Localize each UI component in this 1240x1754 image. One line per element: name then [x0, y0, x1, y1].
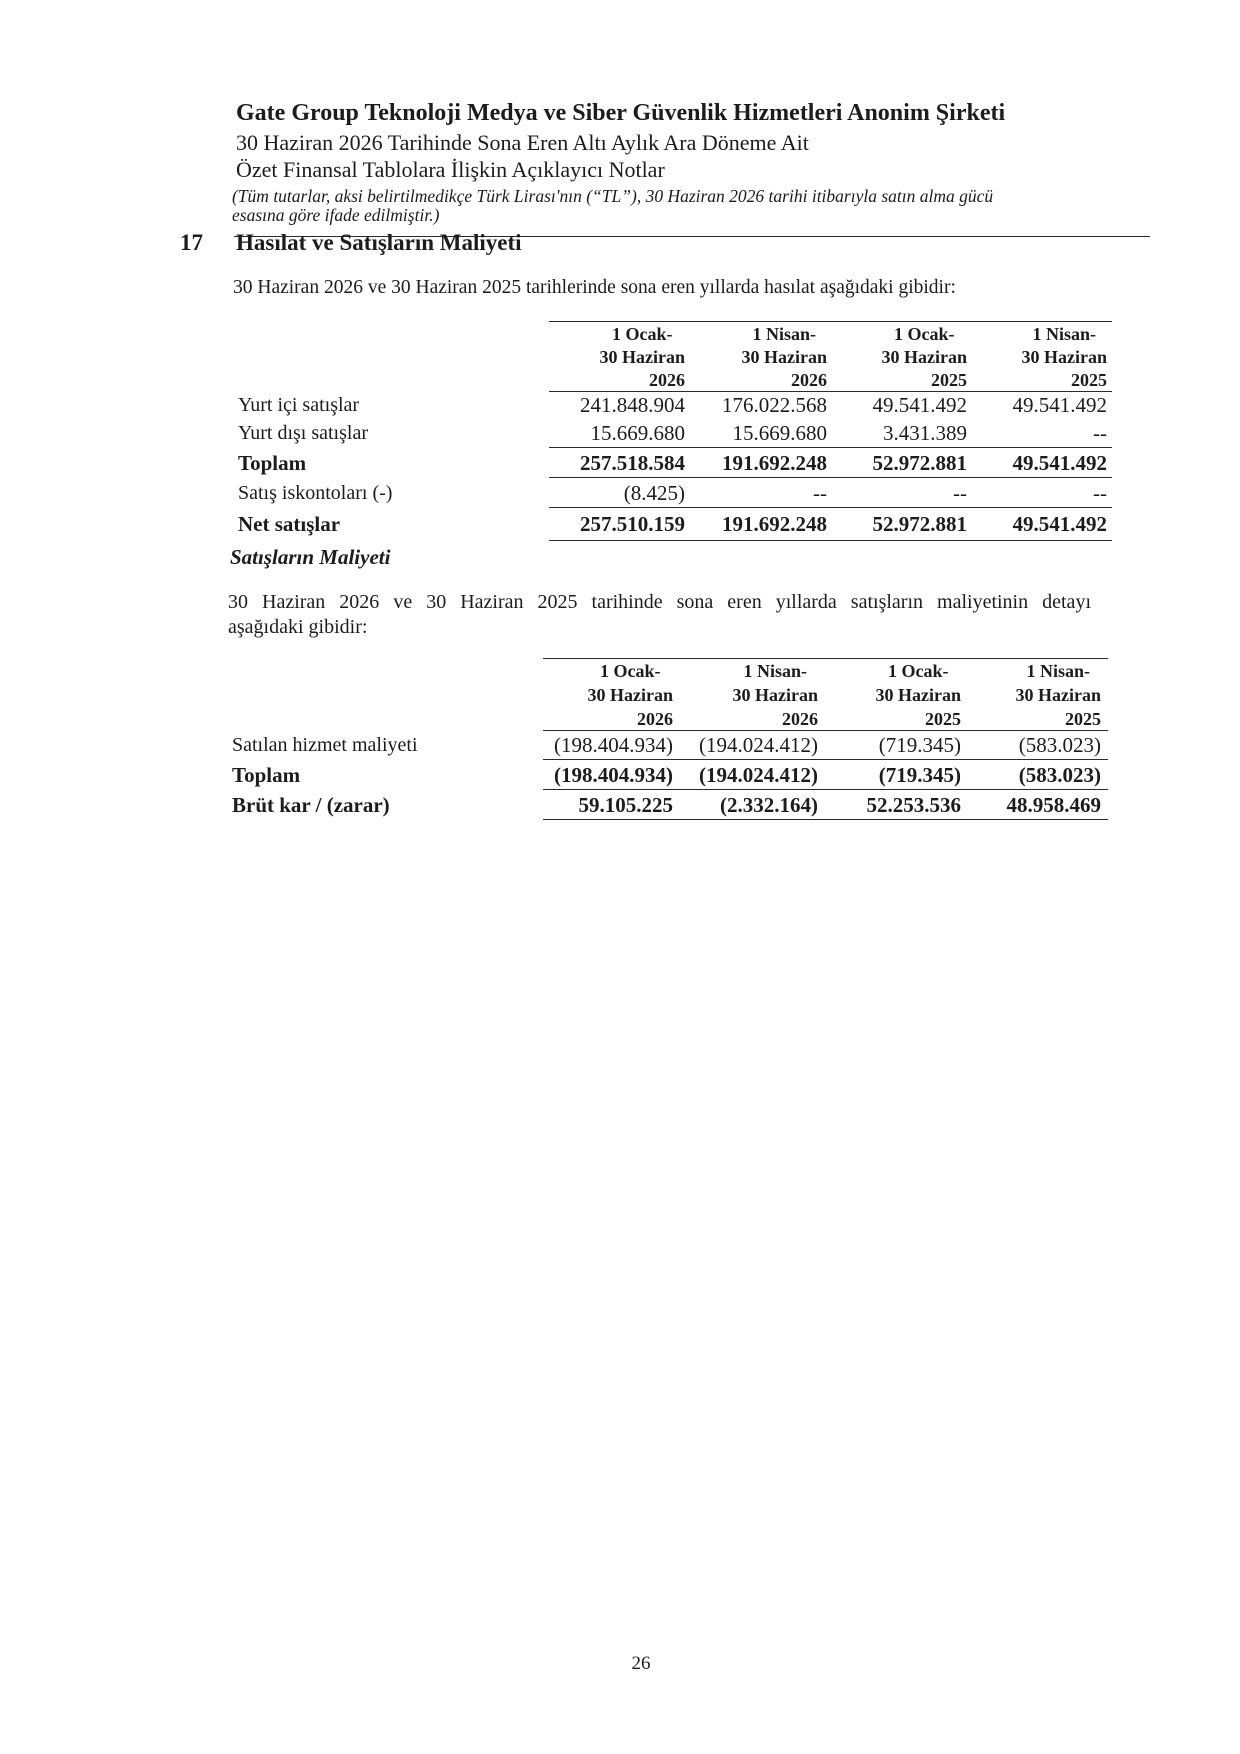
revenue-intro: 30 Haziran 2026 ve 30 Haziran 2025 tarihlerinde sona eren yıllarda hasılat aşağıdaki gibidir: — [233, 277, 956, 298]
column-header-end: 30 Haziran — [1021, 347, 1107, 367]
page-number: 26 — [631, 1653, 651, 1674]
column-header-year: 2025 — [925, 709, 961, 729]
row-label: Yurt içi satışlar — [238, 394, 360, 416]
total-value-cell: (583.023) — [968, 760, 1108, 790]
total-value-cell: 52.972.881 — [832, 448, 972, 478]
column-header-period — [588, 659, 674, 707]
gross-profit-value-cell: 52.253.536 — [825, 790, 968, 820]
net-value-cell: 49.541.492 — [972, 508, 1112, 541]
value-cell: 49.541.492 — [1012, 393, 1107, 417]
value-cell: 15.669.680 — [690, 418, 832, 448]
column-header-start: 1 Ocak- — [888, 661, 949, 681]
cost-intro-line-1: 30 Haziran 2026 ve 30 Haziran 2025 tarihinde sona eren yıllarda satışların maliyetinin detayı — [228, 591, 1091, 613]
column-header — [543, 658, 680, 731]
column-header-year: 2025 — [931, 370, 967, 390]
header-spacer — [236, 321, 549, 392]
column-header — [972, 321, 1112, 392]
column-header-start: 1 Nisan- — [752, 324, 816, 344]
net-value-cell: 52.972.881 — [832, 508, 972, 541]
column-header — [832, 321, 972, 392]
total-value-cell: 49.541.492 — [972, 448, 1112, 478]
currency-note-line-2: esasına göre ifade edilmiştir.) — [232, 205, 440, 225]
column-header-year: 2026 — [791, 370, 827, 390]
column-header-year: 2025 — [1071, 370, 1107, 390]
document-title: Özet Finansal Tablolara İlişkin Açıklayıcı Notlar — [236, 157, 665, 182]
cost-subtitle: Satışların Maliyeti — [230, 545, 391, 569]
value-cell: (583.023) — [968, 731, 1108, 760]
column-header-end: 30 Haziran — [741, 347, 827, 367]
section-number: 17 — [180, 230, 203, 255]
header-spacer — [232, 658, 543, 731]
column-header-start: 1 Nisan- — [1032, 324, 1096, 344]
revenue-table — [236, 321, 1112, 541]
column-header-end: 30 Haziran — [599, 347, 685, 367]
total-value-cell: (719.345) — [825, 760, 968, 790]
value-cell: 49.541.492 — [872, 393, 967, 417]
total-value-cell: 191.692.248 — [690, 448, 832, 478]
value-cell: 15.669.680 — [549, 418, 690, 448]
value-cell: 241.848.904 — [580, 393, 685, 417]
column-header-period — [882, 323, 968, 369]
column-header-end: 30 Haziran — [732, 685, 818, 705]
gross-profit-value-cell: (2.332.164) — [680, 790, 825, 820]
row-label-gross-profit: Brüt kar / (zarar) — [232, 793, 390, 817]
column-header-year: 2025 — [1065, 709, 1101, 729]
cost-table — [232, 658, 1108, 820]
row-label-total: Toplam — [238, 451, 307, 475]
value-cell: (198.404.934) — [543, 731, 680, 760]
column-header-end: 30 Haziran — [875, 685, 961, 705]
value-cell: -- — [690, 478, 832, 508]
row-label: Yurt dışı satışlar — [238, 422, 368, 444]
column-header — [680, 658, 825, 731]
column-header-period — [742, 323, 828, 369]
column-header-end: 30 Haziran — [587, 685, 673, 705]
row-label-total: Toplam — [232, 763, 301, 787]
column-header — [690, 321, 832, 392]
value-cell: 3.431.389 — [832, 418, 972, 448]
net-value-cell: 191.692.248 — [690, 508, 832, 541]
column-header-period — [1022, 323, 1108, 369]
total-value-cell: (198.404.934) — [543, 760, 680, 790]
value-cell: -- — [972, 478, 1112, 508]
column-header-start: 1 Nisan- — [743, 661, 807, 681]
value-cell: -- — [972, 418, 1112, 448]
column-header-period — [733, 659, 819, 707]
value-cell: (8.425) — [549, 478, 690, 508]
column-header-end: 30 Haziran — [881, 347, 967, 367]
value-cell: 176.022.568 — [722, 393, 827, 417]
column-header-year: 2026 — [782, 709, 818, 729]
row-label-net-sales: Net satışlar — [238, 512, 341, 536]
value-cell: -- — [832, 478, 972, 508]
column-header — [825, 658, 968, 731]
total-value-cell: 257.518.584 — [549, 448, 690, 478]
company-name: Gate Group Teknoloji Medya ve Siber Güvenlik Hizmetleri Anonim Şirketi — [236, 100, 1006, 126]
cost-intro-line-2: aşağıdaki gibidir: — [228, 616, 368, 638]
value-cell: (194.024.412) — [680, 731, 825, 760]
net-value-cell: 257.510.159 — [549, 508, 690, 541]
column-header-end: 30 Haziran — [1015, 685, 1101, 705]
value-cell: (719.345) — [825, 731, 968, 760]
column-header-year: 2026 — [637, 709, 673, 729]
gross-profit-value-cell: 48.958.469 — [968, 790, 1108, 820]
column-header — [968, 658, 1108, 731]
currency-note-line-1: (Tüm tutarlar, aksi belirtilmedikçe Türk Lirası'nın (“TL”), 30 Haziran 2026 tarihi itibarıyla satın alma gücü — [232, 186, 994, 206]
column-header-start: 1 Ocak- — [612, 324, 673, 344]
gross-profit-value-cell: 59.105.225 — [543, 790, 680, 820]
section-title: Hasılat ve Satışların Maliyeti — [236, 230, 522, 255]
column-header-period — [1016, 659, 1102, 707]
column-header-start: 1 Ocak- — [600, 661, 661, 681]
column-header-year: 2026 — [649, 370, 685, 390]
total-value-cell: (194.024.412) — [680, 760, 825, 790]
row-label: Satış iskontoları (-) — [238, 482, 393, 504]
column-header-period — [876, 659, 962, 707]
column-header-start: 1 Ocak- — [894, 324, 955, 344]
row-label: Satılan hizmet maliyeti — [232, 734, 418, 756]
column-header-start: 1 Nisan- — [1026, 661, 1090, 681]
column-header-period — [600, 323, 686, 369]
column-header — [549, 321, 690, 392]
report-period: 30 Haziran 2026 Tarihinde Sona Eren Altı Aylık Ara Döneme Ait — [236, 130, 809, 155]
